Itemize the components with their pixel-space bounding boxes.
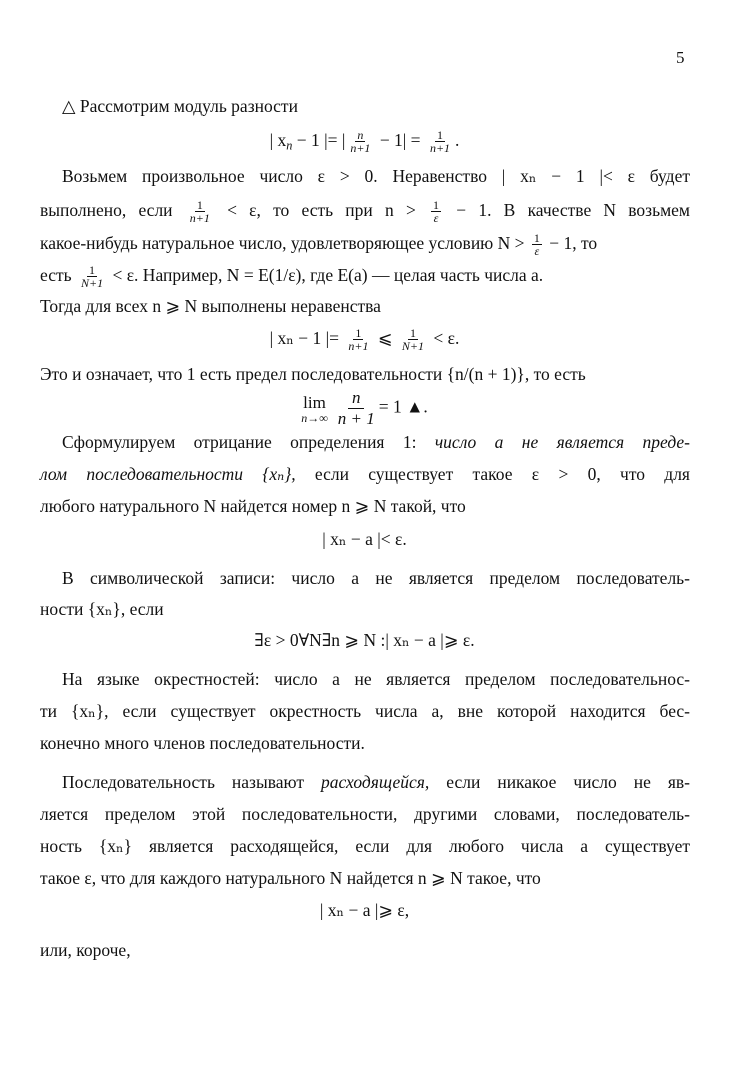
p2-line-4: есть $\frac{1}{N+1}$ < ε. Например, N = E(1/ε), где E(a) — целая часть числа a. (40, 263, 544, 291)
equation-limit: lim n→∞ $\frac{n}{n + 1}$ = 1 ▲. (301, 388, 428, 428)
p2-frac-d: $\frac{1}{N+1}$ (80, 263, 104, 291)
p2-line-6: Это и означает, что 1 есть предел последовательности {n/(n + 1)}, то есть (40, 364, 586, 384)
p2-frac-a: $\frac{1}{n+1}$ (189, 198, 210, 226)
eq2-frac-a: $\frac{1}{n+1}$ (348, 326, 369, 354)
limit-fraction: $\frac{n}{n + 1}$ (337, 388, 375, 428)
p2-frac-c: $\frac{1}{\varepsilon}$ (533, 231, 540, 259)
p6-line-3: ность {xₙ} является расходящейся, если для любого числа a существует (40, 836, 690, 856)
eq1-fraction-1: $\frac{n}{n+1}$ (350, 128, 371, 156)
limit-operator: lim n→∞ (301, 392, 328, 425)
eq2-frac-b: $\frac{1}{N+1}$ (401, 326, 424, 354)
p4-line-2: ности {xₙ}, если (40, 599, 164, 619)
eq1-left: | x (269, 130, 287, 150)
p3-line-3: любого натурального N найдется номер n ⩾ N такой, что (40, 496, 466, 516)
eq1-right: − 1| = (375, 130, 425, 150)
eq1-mid: − 1 |= | (292, 130, 346, 150)
p2-line-1: Возьмем произвольное число ε > 0. Неравенство | xₙ − 1 |< ε будет (62, 166, 690, 186)
p2-line-3: какое-нибудь натуральное число, удовлетворяющее условию N > $\frac{1}{\varepsilon}$ − 1, то (40, 231, 598, 259)
p2-line-2: выполнено, если $\frac{1}{n+1}$ < ε, то есть при n > $\frac{1}{\varepsilon}$ − 1. В качестве N возьмем (40, 198, 690, 226)
p4-line-1: В символической записи: число a не является пределом последователь- (62, 568, 690, 588)
p2-frac-b: $\frac{1}{\varepsilon}$ (433, 198, 440, 226)
equation-abs-difference: | $x_n - 1$ |= | $\frac{n}{n+1}$ − 1| = $\frac{1}{n+1}$ . (269, 128, 460, 156)
eq1-fraction-2: $\frac{1}{n+1}$ (429, 128, 451, 156)
p5-line-1: На языке окрестностей: число a не является пределом последовательнос- (62, 669, 690, 689)
equation-inequalities: | xₙ − 1 |= $\frac{1}{n+1}$ ⩽ $\frac{1}{N+1}$ < ε. (269, 326, 460, 354)
p6-line-4: такое ε, что для каждого натурального N найдется n ⩾ N такое, что (40, 868, 541, 888)
p3-line-1: Сформулируем отрицание определения 1: число a не является преде- (62, 432, 690, 452)
p6-line-5: или, короче, (40, 940, 131, 960)
p3-line-2: лом последовательности {xₙ}, если существует такое ε > 0, что для (40, 464, 690, 484)
eq1-sub: n (286, 138, 293, 153)
p1-line-1: △ Рассмотрим модуль разности (62, 96, 298, 116)
p6-line-1: Последовательность называют расходящейся, если никакое число не яв- (62, 772, 691, 792)
page-number: 5 (676, 48, 685, 67)
p6-line-2: ляется пределом этой последовательности, другими словами, последователь- (40, 804, 690, 824)
equation-symbolic: ∃ε > 0∀N∃n ⩾ N :| xₙ − a |⩾ ε. (254, 630, 475, 650)
p5-line-3: конечно много членов последовательности. (40, 733, 365, 753)
equation-divergence: | xₙ − a |⩾ ε, (319, 900, 410, 920)
p5-line-2: ти {xₙ}, если существует окрестность числа a, вне которой находится бес- (40, 701, 690, 721)
equation-neighbourhood: | xₙ − a |< ε. (322, 529, 407, 549)
p2-line-5: Тогда для всех n ⩾ N выполнены неравенства (40, 296, 381, 316)
